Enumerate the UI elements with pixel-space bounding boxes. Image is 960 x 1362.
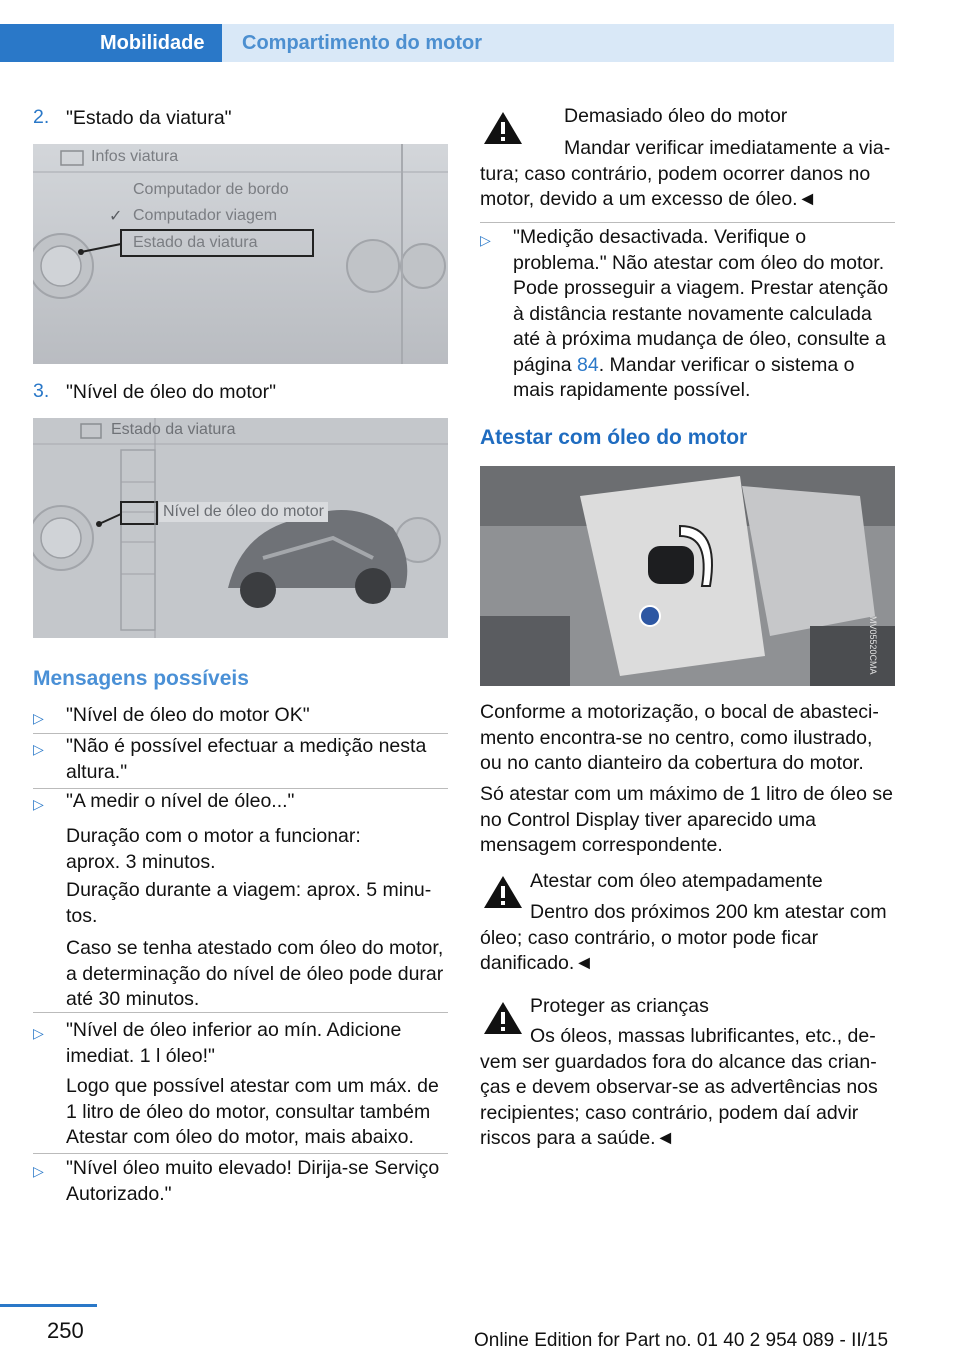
message-item: "Nível óleo muito elevado! Dirija-se Serviço Autorizado.": [66, 1157, 440, 1205]
bullet-icon: ▷: [480, 232, 491, 248]
page-number: 250: [47, 1318, 84, 1343]
message-item: "Não é possível efectuar a medição nesta altura.": [66, 735, 427, 783]
display-graphic: [33, 144, 448, 364]
warning-body: Mandar verificar imediatamente a viatura; caso contrário, podem ocorrer danos no motor, devido a um excesso de óleo.◄: [480, 137, 891, 210]
photo-code: MV05520CMA: [868, 616, 878, 675]
step-text: "Nível de óleo do motor": [66, 381, 277, 403]
divider: [480, 222, 895, 223]
section-heading: Atestar com óleo do motor: [480, 426, 748, 449]
step-text: "Estado da viatura": [66, 107, 232, 129]
message-detail: Duração com o motor a funcionar: aprox. 3 minutos.: [66, 825, 361, 873]
message-detail: Duração durante a viagem: aprox. 5 minutos.: [66, 879, 432, 927]
display-screenshot-oil: [33, 418, 448, 638]
bullet-icon: ▷: [33, 741, 44, 757]
engine-photo: [480, 466, 895, 686]
message-item: "Nível de óleo do motor OK": [66, 704, 310, 726]
paragraph: Conforme a motorização, o bocal de abastecimento encontra-se no centro, como ilustrado, ou no canto dianteiro da cobertura do motor.: [480, 701, 879, 774]
message-item: "Nível de óleo inferior ao mín. Adicione imediat. 1 l óleo!": [66, 1019, 402, 1067]
warning-title: Atestar com óleo atempadamente: [530, 870, 823, 892]
bullet-icon: ▷: [33, 796, 44, 812]
check-icon: ✓: [109, 208, 123, 225]
right-column: [480, 0, 895, 1260]
screen-title: Infos viatura: [91, 148, 179, 165]
divider: [33, 1012, 448, 1013]
engine-illustration: [480, 466, 895, 686]
edition-text: Online Edition for Part no. 01 40 2 954 089 - II/15: [474, 1330, 889, 1351]
menu-item: Computador viagem: [133, 207, 278, 224]
message-item: "A medir o nível de óleo...": [66, 790, 295, 812]
bullet-icon: ▷: [33, 1163, 44, 1179]
message-item: "Medição desactivada. Verifique o problema." Não atestar com óleo do motor. Pode prosseguir a viagem. Prestar atenção à distância restante novamente calculada até à próxima mudança de óleo, consulte a página 84. Mandar verificar o sistema o mais rapidamente possível.: [513, 226, 889, 401]
warning-title: Proteger as crianças: [530, 995, 709, 1017]
warning-body: Dentro dos próximos 200 km atestar com óleo; caso contrário, o motor pode ficar danificado.◄: [480, 901, 887, 974]
subsection-tab: Compartimento do motor: [222, 24, 894, 62]
left-column: [33, 0, 448, 1260]
menu-item: Computador de bordo: [133, 181, 289, 198]
warning-title: Demasiado óleo do motor: [564, 105, 788, 127]
step-number: 2.: [33, 106, 50, 128]
bullet-icon: ▷: [33, 710, 44, 726]
display-screenshot-infos: [33, 144, 448, 364]
page-link[interactable]: 84: [576, 353, 599, 376]
screen-title: Estado da viatura: [111, 421, 236, 438]
menu-item-selected: Estado da viatura: [133, 234, 258, 251]
bullet-icon: ▷: [33, 1025, 44, 1041]
paragraph: Só atestar com um máximo de 1 litro de óleo se no Control Display tiver aparecido uma mensagem correspondente.: [480, 783, 893, 856]
section-tab: Mobilidade: [0, 24, 222, 62]
message-detail: Caso se tenha atestado com óleo do motor, a determinação do nível de óleo pode durar até 30 minutos.: [66, 937, 444, 1010]
message-detail: Logo que possível atestar com um máx. de 1 litro de óleo do motor, consultar também Atestar com óleo do motor, mais abaixo.: [66, 1075, 439, 1148]
footer-line: [0, 1304, 97, 1307]
warning-body: Os óleos, massas lubrificantes, etc., devem ser guardados fora do alcance das crianças e devem observar-se as advertências nos recipientes; caso contrário, podem daí advir riscos para a saúde.◄: [480, 1025, 878, 1149]
display-graphic: [33, 418, 448, 638]
divider: [33, 1153, 448, 1154]
section-heading: Mensagens possíveis: [33, 667, 249, 690]
step-number: 3.: [33, 380, 50, 402]
screen-label: Nível de óleo do motor: [159, 502, 328, 522]
